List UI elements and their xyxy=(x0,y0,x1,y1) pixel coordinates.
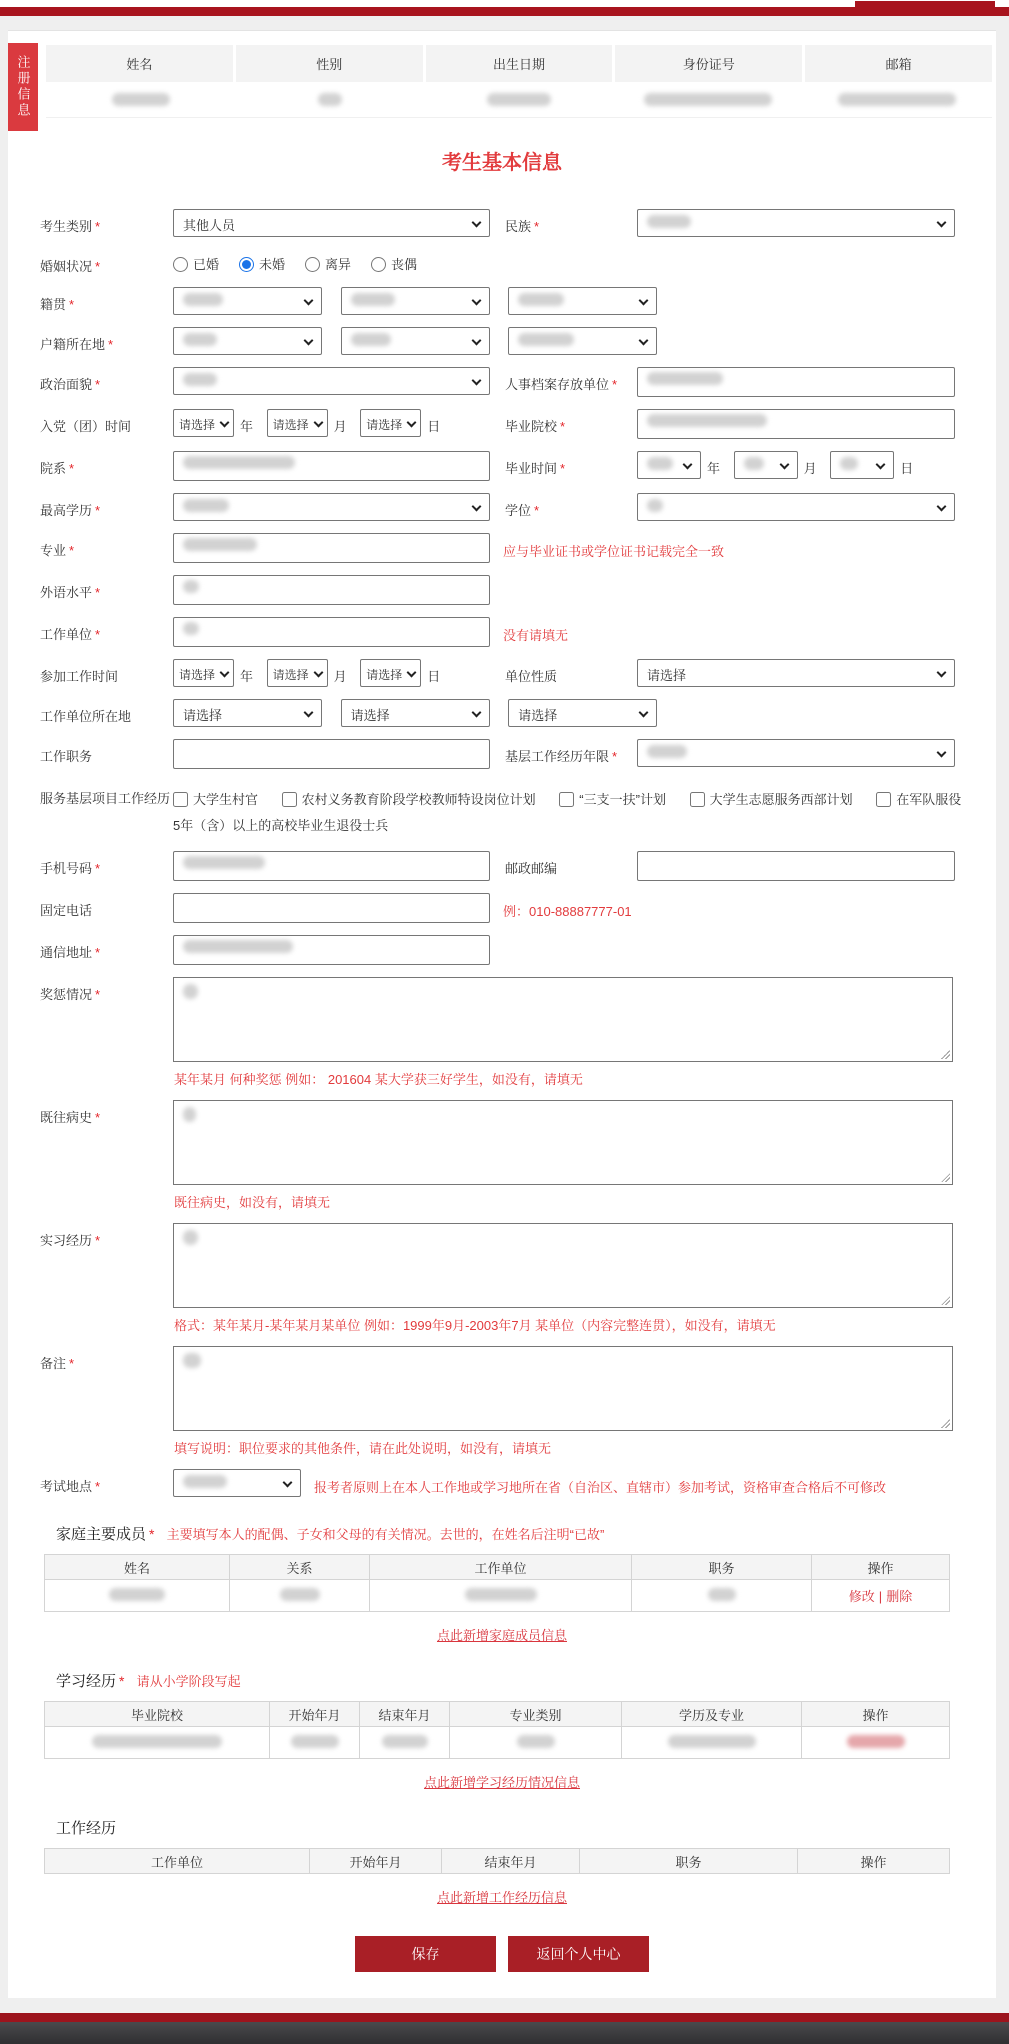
redacted-value xyxy=(183,538,257,551)
grassroots-programs-label: 服务基层项目工作经历 xyxy=(40,791,171,806)
department-input[interactable] xyxy=(173,451,490,481)
chevron-down-icon xyxy=(283,1478,293,1488)
chevron-down-icon xyxy=(876,460,886,470)
redacted-value xyxy=(647,457,673,470)
native-place-label: 籍贯 xyxy=(40,297,67,312)
job-position-label: 工作职务 xyxy=(40,749,93,764)
job-position-input[interactable] xyxy=(173,739,490,769)
chevron-down-icon xyxy=(472,218,482,228)
tab-register-info[interactable] xyxy=(8,43,38,131)
resize-handle-icon[interactable] xyxy=(941,1419,950,1428)
medical-history-label: 既往病史 xyxy=(40,1110,93,1125)
party-join-day-select[interactable]: 请选择 xyxy=(360,409,421,437)
redacted-value xyxy=(183,856,265,869)
chevron-down-icon xyxy=(779,460,789,470)
chevron-down-icon xyxy=(313,668,323,678)
education-section-title: 学习经历 * 请从小学阶段写起 xyxy=(56,1673,241,1690)
redacted-value xyxy=(183,1107,196,1122)
party-join-year-select[interactable]: 请选择 xyxy=(173,409,234,437)
chevron-down-icon xyxy=(639,708,649,718)
education-col-degree-major: 学历及专业 xyxy=(622,1702,802,1727)
redacted-value xyxy=(92,1735,222,1748)
work-col-actions: 操作 xyxy=(798,1849,950,1874)
rewards-textarea[interactable] xyxy=(173,977,953,1062)
party-join-month-select[interactable]: 请选择 xyxy=(267,409,328,437)
political-status-select[interactable] xyxy=(173,367,490,395)
work-unit-location-label: 工作单位所在地 xyxy=(40,709,132,724)
col-name: 姓名 xyxy=(46,45,233,82)
medical-history-textarea[interactable] xyxy=(173,1100,953,1185)
work-location-city-select[interactable]: 请选择 xyxy=(341,699,490,727)
degree-select[interactable] xyxy=(637,493,955,521)
redacted-value xyxy=(518,333,574,346)
unit-day: 日 xyxy=(427,669,441,684)
foreign-language-input[interactable] xyxy=(173,575,490,605)
ethnicity-label: 民族 xyxy=(505,219,532,234)
col-email: 邮箱 xyxy=(805,45,992,82)
education-table xyxy=(44,1701,950,1759)
resize-handle-icon[interactable] xyxy=(941,1296,950,1305)
chevron-down-icon xyxy=(313,418,323,428)
footer-red-bar xyxy=(0,2013,1009,2022)
foreign-language-label: 外语水平 xyxy=(40,585,93,600)
work-section-title: 工作经历 xyxy=(56,1820,117,1837)
row-work-start-time xyxy=(40,659,996,687)
chevron-down-icon xyxy=(220,668,230,678)
exam-location-label: 考试地点 xyxy=(40,1479,93,1494)
unit-month: 月 xyxy=(333,419,347,434)
rewards-label: 奖惩情况 xyxy=(40,987,93,1002)
work-start-year-select[interactable]: 请选择 xyxy=(173,659,234,687)
row-internship: 实习经历 * 格式：某年某月-某年某月某单位 例如：1999年9月-2003年7月 某单位（内容完整连贯），如没有，请填无 xyxy=(40,1223,996,1334)
chevron-down-icon xyxy=(471,296,481,306)
row-major: 专业 * 应与毕业证书或学位证书记载完全一致 xyxy=(40,533,996,563)
chevron-down-icon xyxy=(407,668,417,678)
row-job-position: 工作职务 基层工作经历年限 * xyxy=(40,739,996,769)
top-brand-bar xyxy=(0,7,1009,16)
family-col-name: 姓名 xyxy=(45,1555,230,1580)
degree-label: 学位 xyxy=(505,503,532,518)
redacted-value xyxy=(517,1735,555,1748)
tab-register-info-label: 注册信息 xyxy=(15,55,31,119)
row-work-unit: 工作单位 * 没有请填无 xyxy=(40,617,996,647)
redacted-value xyxy=(280,1588,320,1601)
checkbox-three-supports-plan[interactable] xyxy=(559,792,574,807)
graduation-month-select[interactable] xyxy=(734,451,798,479)
redacted-value xyxy=(647,215,691,228)
redacted-email xyxy=(838,93,956,106)
row-exam-location: 考试地点 * 报考者原则上在本人工作地或学习地所在省（自治区、直辖市）参加考试，资格审查合格后不可修改 xyxy=(40,1469,996,1497)
personnel-file-unit-input[interactable] xyxy=(637,367,955,397)
mailing-address-input[interactable] xyxy=(173,935,490,965)
redacted-value xyxy=(647,499,663,512)
row-work-unit-location xyxy=(40,699,996,727)
col-id-number: 身份证号 xyxy=(615,45,802,82)
work-unit-hint: 没有请填无 xyxy=(503,628,569,643)
chevron-down-icon xyxy=(471,708,481,718)
redacted-value xyxy=(382,1735,428,1748)
remarks-hint: 填写说明：职位要求的其他条件，请在此处说明，如没有，请填无 xyxy=(174,1441,552,1456)
grassroots-years-label: 基层工作经历年限 xyxy=(505,749,610,764)
user-summary-header xyxy=(46,45,992,82)
household-location-label: 户籍所在地 xyxy=(40,337,106,352)
redacted-value xyxy=(183,1353,201,1368)
redacted-value xyxy=(668,1735,756,1748)
native-place-city-select[interactable] xyxy=(341,287,490,315)
redacted-value xyxy=(183,940,293,953)
work-location-district-select[interactable]: 请选择 xyxy=(508,699,657,727)
graduation-day-select[interactable] xyxy=(830,451,894,479)
work-start-time-label: 参加工作时间 xyxy=(40,669,119,684)
highest-education-label: 最高学历 xyxy=(40,503,93,518)
family-col-position: 职务 xyxy=(632,1555,812,1580)
row-medical-history: 既往病史 * 既往病史，如没有，请填无 xyxy=(40,1100,996,1211)
row-political-status: 政治面貌 * 人事档案存放单位 * xyxy=(40,367,996,397)
mobile-input[interactable] xyxy=(173,851,490,881)
user-summary-table xyxy=(46,45,992,118)
personnel-file-unit-label: 人事档案存放单位 xyxy=(505,377,610,392)
major-label: 专业 xyxy=(40,543,67,558)
redacted-value xyxy=(647,745,687,758)
remarks-textarea[interactable] xyxy=(173,1346,953,1431)
chevron-down-icon xyxy=(304,708,314,718)
col-gender: 性别 xyxy=(236,45,423,82)
page-background-gap xyxy=(0,16,1009,30)
redacted-value xyxy=(840,457,858,470)
family-col-work-unit: 工作单位 xyxy=(370,1555,632,1580)
unit-type-select[interactable]: 请选择 xyxy=(637,659,955,687)
row-landline xyxy=(40,893,996,923)
unit-month: 月 xyxy=(803,461,817,476)
family-col-relation: 关系 xyxy=(230,1555,370,1580)
add-education-link[interactable]: 点此新增学习经历情况信息 xyxy=(423,1775,580,1790)
redacted-value xyxy=(183,333,217,346)
work-col-unit: 工作单位 xyxy=(45,1849,310,1874)
chevron-down-icon xyxy=(407,418,417,428)
redacted-value xyxy=(109,1588,165,1601)
col-birthdate: 出生日期 xyxy=(426,45,613,82)
add-family-member-link[interactable]: 点此新增家庭成员信息 xyxy=(436,1628,567,1643)
chevron-down-icon xyxy=(220,418,230,428)
native-place-district-select[interactable] xyxy=(508,287,657,315)
redacted-value xyxy=(351,333,391,346)
redacted-gender xyxy=(318,93,342,106)
row-native-place: 籍贯 * xyxy=(40,287,996,315)
work-start-month-select[interactable]: 请选择 xyxy=(267,659,328,687)
work-table xyxy=(44,1848,950,1874)
back-to-personal-center-button[interactable]: 返回个人中心 xyxy=(508,1936,649,1972)
education-section-hint: 请从小学阶段写起 xyxy=(136,1674,241,1689)
work-unit-input[interactable] xyxy=(173,617,490,647)
family-col-actions: 操作 xyxy=(812,1555,950,1580)
checkbox-rural-teacher-plan[interactable] xyxy=(282,792,297,807)
chevron-down-icon xyxy=(472,502,482,512)
remarks-label: 备注 xyxy=(40,1356,67,1371)
row-party-join-time: 入党（团）时间 请选择 年 请选择 月 请选择 日 毕业院校 * xyxy=(40,409,996,439)
landline-label: 固定电话 xyxy=(40,903,93,918)
department-label: 院系 xyxy=(40,461,67,476)
rewards-hint: 某年某月 何种奖惩 例如： 201604 某大学获三好学生，如没有，请填无 xyxy=(174,1072,583,1087)
work-unit-label: 工作单位 xyxy=(40,627,93,642)
landline-input[interactable] xyxy=(173,893,490,923)
candidate-type-label: 考生类别 xyxy=(40,219,93,234)
unit-year: 年 xyxy=(240,669,254,684)
main-card xyxy=(8,30,996,1998)
chevron-down-icon xyxy=(937,668,947,678)
radio-widowed[interactable] xyxy=(371,257,386,272)
save-button[interactable]: 保存 xyxy=(355,1936,496,1972)
education-col-school: 毕业院校 xyxy=(45,1702,270,1727)
chevron-down-icon xyxy=(304,336,314,346)
redacted-value xyxy=(183,293,223,306)
redacted-value xyxy=(183,373,217,386)
exam-location-select[interactable] xyxy=(173,1469,301,1497)
top-brand-bar-segment xyxy=(855,1,995,16)
chevron-down-icon xyxy=(639,296,649,306)
internship-hint: 格式：某年某月-某年某月某单位 例如：1999年9月-2003年7月 某单位（内容完整连贯），如没有，请填无 xyxy=(174,1318,776,1333)
candidate-type-select[interactable]: 其他人员 xyxy=(173,209,490,237)
footer-gap xyxy=(0,1998,1009,2013)
redacted-value xyxy=(183,580,199,593)
postal-code-input[interactable] xyxy=(637,851,955,881)
checkbox-village-official[interactable] xyxy=(173,792,188,807)
major-input[interactable] xyxy=(173,533,490,563)
redacted-value xyxy=(647,414,767,427)
redacted-value xyxy=(183,984,198,999)
page-title: 考生基本信息 xyxy=(442,152,562,174)
chevron-down-icon xyxy=(683,460,693,470)
education-col-major-type: 专业类别 xyxy=(450,1702,622,1727)
row-rewards: 奖惩情况 * 某年某月 何种奖惩 例如： 201604 某大学获三好学生，如没有，请填无 xyxy=(40,977,996,1088)
unit-type-label: 单位性质 xyxy=(505,669,558,684)
family-section-hint: 主要填写本人的配偶、子女和父母的有关情况。去世的，在姓名后注明“已故” xyxy=(166,1527,605,1542)
marital-status-radio-group: 已婚 未婚 离异 丧偶 xyxy=(173,249,417,273)
radio-married[interactable] xyxy=(173,257,188,272)
internship-textarea[interactable] xyxy=(173,1223,953,1308)
redacted-value xyxy=(183,499,229,512)
grassroots-years-select[interactable] xyxy=(637,739,955,767)
redacted-name xyxy=(112,93,170,106)
resize-handle-icon[interactable] xyxy=(941,1173,950,1182)
graduate-school-label: 毕业院校 xyxy=(505,419,558,434)
add-work-experience-link[interactable]: 点此新增工作经历信息 xyxy=(436,1890,567,1905)
party-join-time-label: 入党（团）时间 xyxy=(40,419,132,434)
family-table-row: 修改 | 删除 xyxy=(45,1580,950,1612)
row-mobile: 手机号码 * 邮政邮编 xyxy=(40,851,996,881)
household-district-select[interactable] xyxy=(508,327,657,355)
radio-divorced[interactable] xyxy=(305,257,320,272)
mobile-label: 手机号码 xyxy=(40,861,93,876)
checkbox-veteran-graduate[interactable] xyxy=(876,792,891,807)
row-marital-status: 婚姻状况 * 已婚 未婚 离异 丧偶 xyxy=(40,249,996,275)
graduation-time-label: 毕业时间 xyxy=(505,461,558,476)
redacted-value xyxy=(291,1735,339,1748)
user-summary-row xyxy=(46,82,992,118)
row-grassroots-programs xyxy=(40,781,996,839)
redacted-value xyxy=(465,1588,537,1601)
work-col-start: 开始年月 xyxy=(310,1849,442,1874)
row-household-location: 户籍所在地 * xyxy=(40,327,996,355)
radio-unmarried[interactable] xyxy=(239,257,254,272)
unit-day: 日 xyxy=(427,419,441,434)
footer-bar xyxy=(0,2022,1009,2044)
unit-month: 月 xyxy=(333,669,347,684)
postal-code-label: 邮政邮编 xyxy=(505,861,558,876)
redacted-value xyxy=(744,457,764,470)
native-place-province-select[interactable] xyxy=(173,287,322,315)
work-location-province-select[interactable]: 请选择 xyxy=(173,699,322,727)
work-col-end: 结束年月 xyxy=(442,1849,580,1874)
unit-day: 日 xyxy=(900,461,914,476)
chevron-down-icon xyxy=(937,218,947,228)
chevron-down-icon xyxy=(639,336,649,346)
redacted-value xyxy=(183,1475,227,1488)
family-delete-link[interactable]: 删除 xyxy=(886,1589,913,1604)
education-table-row xyxy=(45,1727,950,1759)
chevron-down-icon xyxy=(937,502,947,512)
chevron-down-icon xyxy=(472,376,482,386)
unit-year: 年 xyxy=(240,419,254,434)
education-col-start: 开始年月 xyxy=(270,1702,360,1727)
form-actions xyxy=(8,1936,996,1972)
highest-education-select[interactable] xyxy=(173,493,490,521)
redacted-value xyxy=(351,293,395,306)
unit-year: 年 xyxy=(707,461,721,476)
redacted-value xyxy=(708,1588,736,1601)
education-col-end: 结束年月 xyxy=(360,1702,450,1727)
family-section-title: 家庭主要成员 * 主要填写本人的配偶、子女和父母的有关情况。去世的，在姓名后注明“已故” xyxy=(56,1526,605,1543)
chevron-down-icon xyxy=(471,336,481,346)
exam-location-hint: 报考者原则上在本人工作地或学习地所在省（自治区、直辖市）参加考试，资格审查合格后不可修改 xyxy=(314,1480,887,1495)
redacted-id-number xyxy=(644,93,772,106)
row-mailing-address: 通信地址 * xyxy=(40,935,996,965)
work-col-position: 职务 xyxy=(580,1849,798,1874)
resize-handle-icon[interactable] xyxy=(941,1050,950,1059)
education-col-actions: 操作 xyxy=(802,1702,950,1727)
row-highest-education: 最高学历 * 学位 * xyxy=(40,493,996,521)
landline-hint: 例：010-88887777-01 xyxy=(503,904,632,919)
medical-history-hint: 既往病史，如没有，请填无 xyxy=(174,1195,331,1210)
household-province-select[interactable] xyxy=(173,327,322,355)
internship-label: 实习经历 xyxy=(40,1233,93,1248)
grassroots-programs-checkbox-group: 大学生村官 农村义务教育阶段学校教师特设岗位计划 “三支一扶”计划 大学生志愿服务西部计划 在军队服役5年（含）以上的高校毕业生退役士兵 xyxy=(173,792,962,833)
ethnicity-select[interactable] xyxy=(637,209,955,237)
family-edit-link[interactable]: 修改 xyxy=(848,1589,875,1604)
household-city-select[interactable] xyxy=(341,327,490,355)
redacted-value xyxy=(518,293,564,306)
political-status-label: 政治面貌 xyxy=(40,377,93,392)
row-department: 院系 * 毕业时间 * 年 月 日 xyxy=(40,451,996,481)
row-candidate-type: 考生类别 * 其他人员 民族 * xyxy=(40,209,996,237)
redacted-value xyxy=(647,372,723,385)
marital-status-label: 婚姻状况 xyxy=(40,259,93,274)
work-start-day-select[interactable]: 请选择 xyxy=(360,659,421,687)
major-hint: 应与毕业证书或学位证书记载完全一致 xyxy=(503,544,725,559)
graduation-year-select[interactable] xyxy=(637,451,701,479)
redacted-value xyxy=(183,456,295,469)
redacted-value xyxy=(183,1230,198,1245)
redacted-value xyxy=(183,622,199,635)
redacted-birthdate xyxy=(487,93,551,106)
mailing-address-label: 通信地址 xyxy=(40,945,93,960)
chevron-down-icon xyxy=(937,748,947,758)
chevron-down-icon xyxy=(304,296,314,306)
row-remarks: 备注 * 填写说明：职位要求的其他条件，请在此处说明，如没有，请填无 xyxy=(40,1346,996,1457)
redacted-action-links[interactable] xyxy=(847,1735,905,1748)
row-foreign-language: 外语水平 * xyxy=(40,575,996,605)
graduate-school-input[interactable] xyxy=(637,409,955,439)
family-table xyxy=(44,1554,950,1612)
checkbox-west-volunteer-plan[interactable] xyxy=(690,792,705,807)
